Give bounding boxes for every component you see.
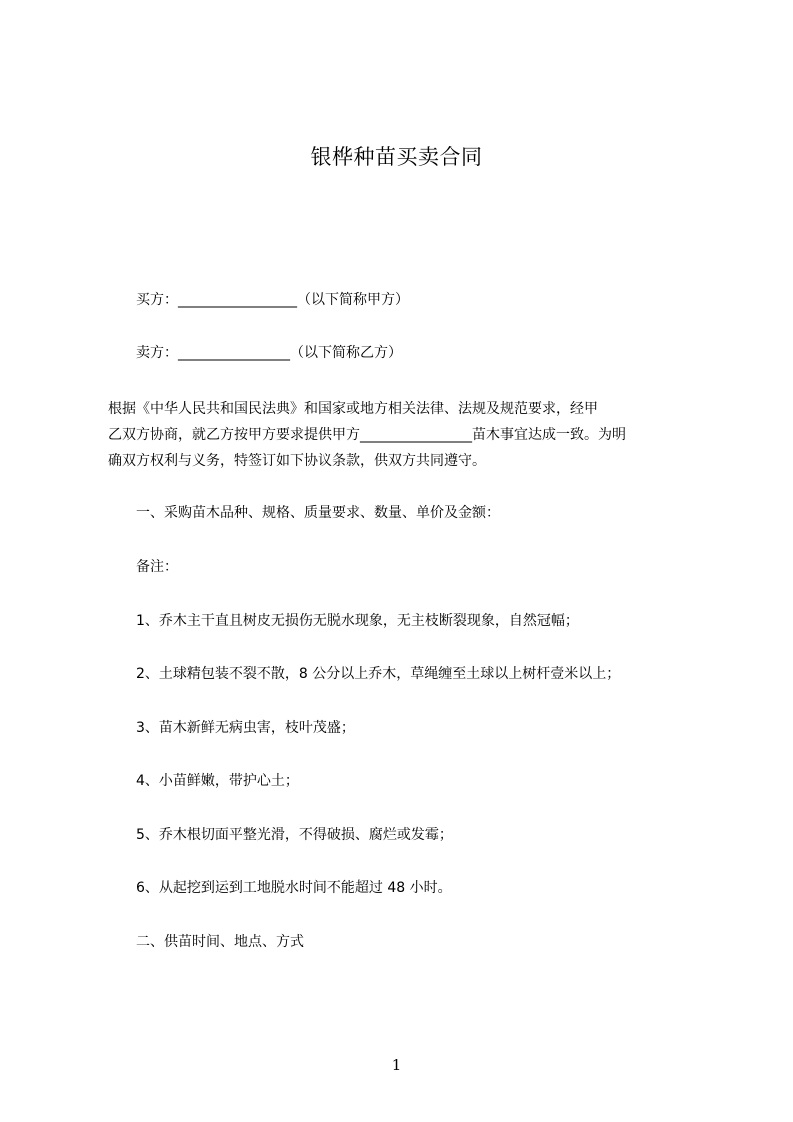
remark-item: 3、苗木新鲜无病虫害，枝叶茂盛； (136, 720, 355, 736)
page-number: 1 (391, 1056, 402, 1074)
document-title: 银桦种苗买卖合同 (310, 145, 483, 169)
remarks-label: 备注： (136, 559, 178, 575)
intro-line: 乙双方协商，就乙方按甲方要求提供甲方________________苗木事宜达成一致。为明 (94, 427, 626, 443)
seller-line: 卖方：________________（以下简称乙方） (136, 345, 402, 361)
remark-item: 5、乔木根切面平整光滑，不得破损、腐烂或发霉； (136, 827, 453, 843)
remark-item: 4、小苗鲜嫩，带护心土； (136, 773, 299, 789)
remark-item: 2、土球精包装不裂不散，8 公分以上乔木，草绳缠至土球以上树杆壹米以上； (136, 666, 621, 682)
section-2-heading: 二、供苗时间、地点、方式 (136, 934, 304, 950)
intro-line: 确双方权利与义务，特签订如下协议条款，供双方共同遵守。 (94, 453, 486, 469)
intro-line: 根据《中华人民共和国民法典》和国家或地方相关法律、法规及规范要求，经甲 (94, 401, 598, 417)
buyer-line: 买方：_________________（以下简称甲方） (136, 292, 409, 308)
section-1-heading: 一、采购苗木品种、规格、质量要求、数量、单价及金额： (136, 505, 500, 521)
intro-paragraph (94, 396, 700, 474)
remark-item: 1、乔木主干直且树皮无损伤无脱水现象，无主枝断裂现象，自然冠幅； (136, 613, 579, 629)
remark-item: 6、从起挖到运到工地脱水时间不能超过 48 小时。 (136, 880, 452, 896)
